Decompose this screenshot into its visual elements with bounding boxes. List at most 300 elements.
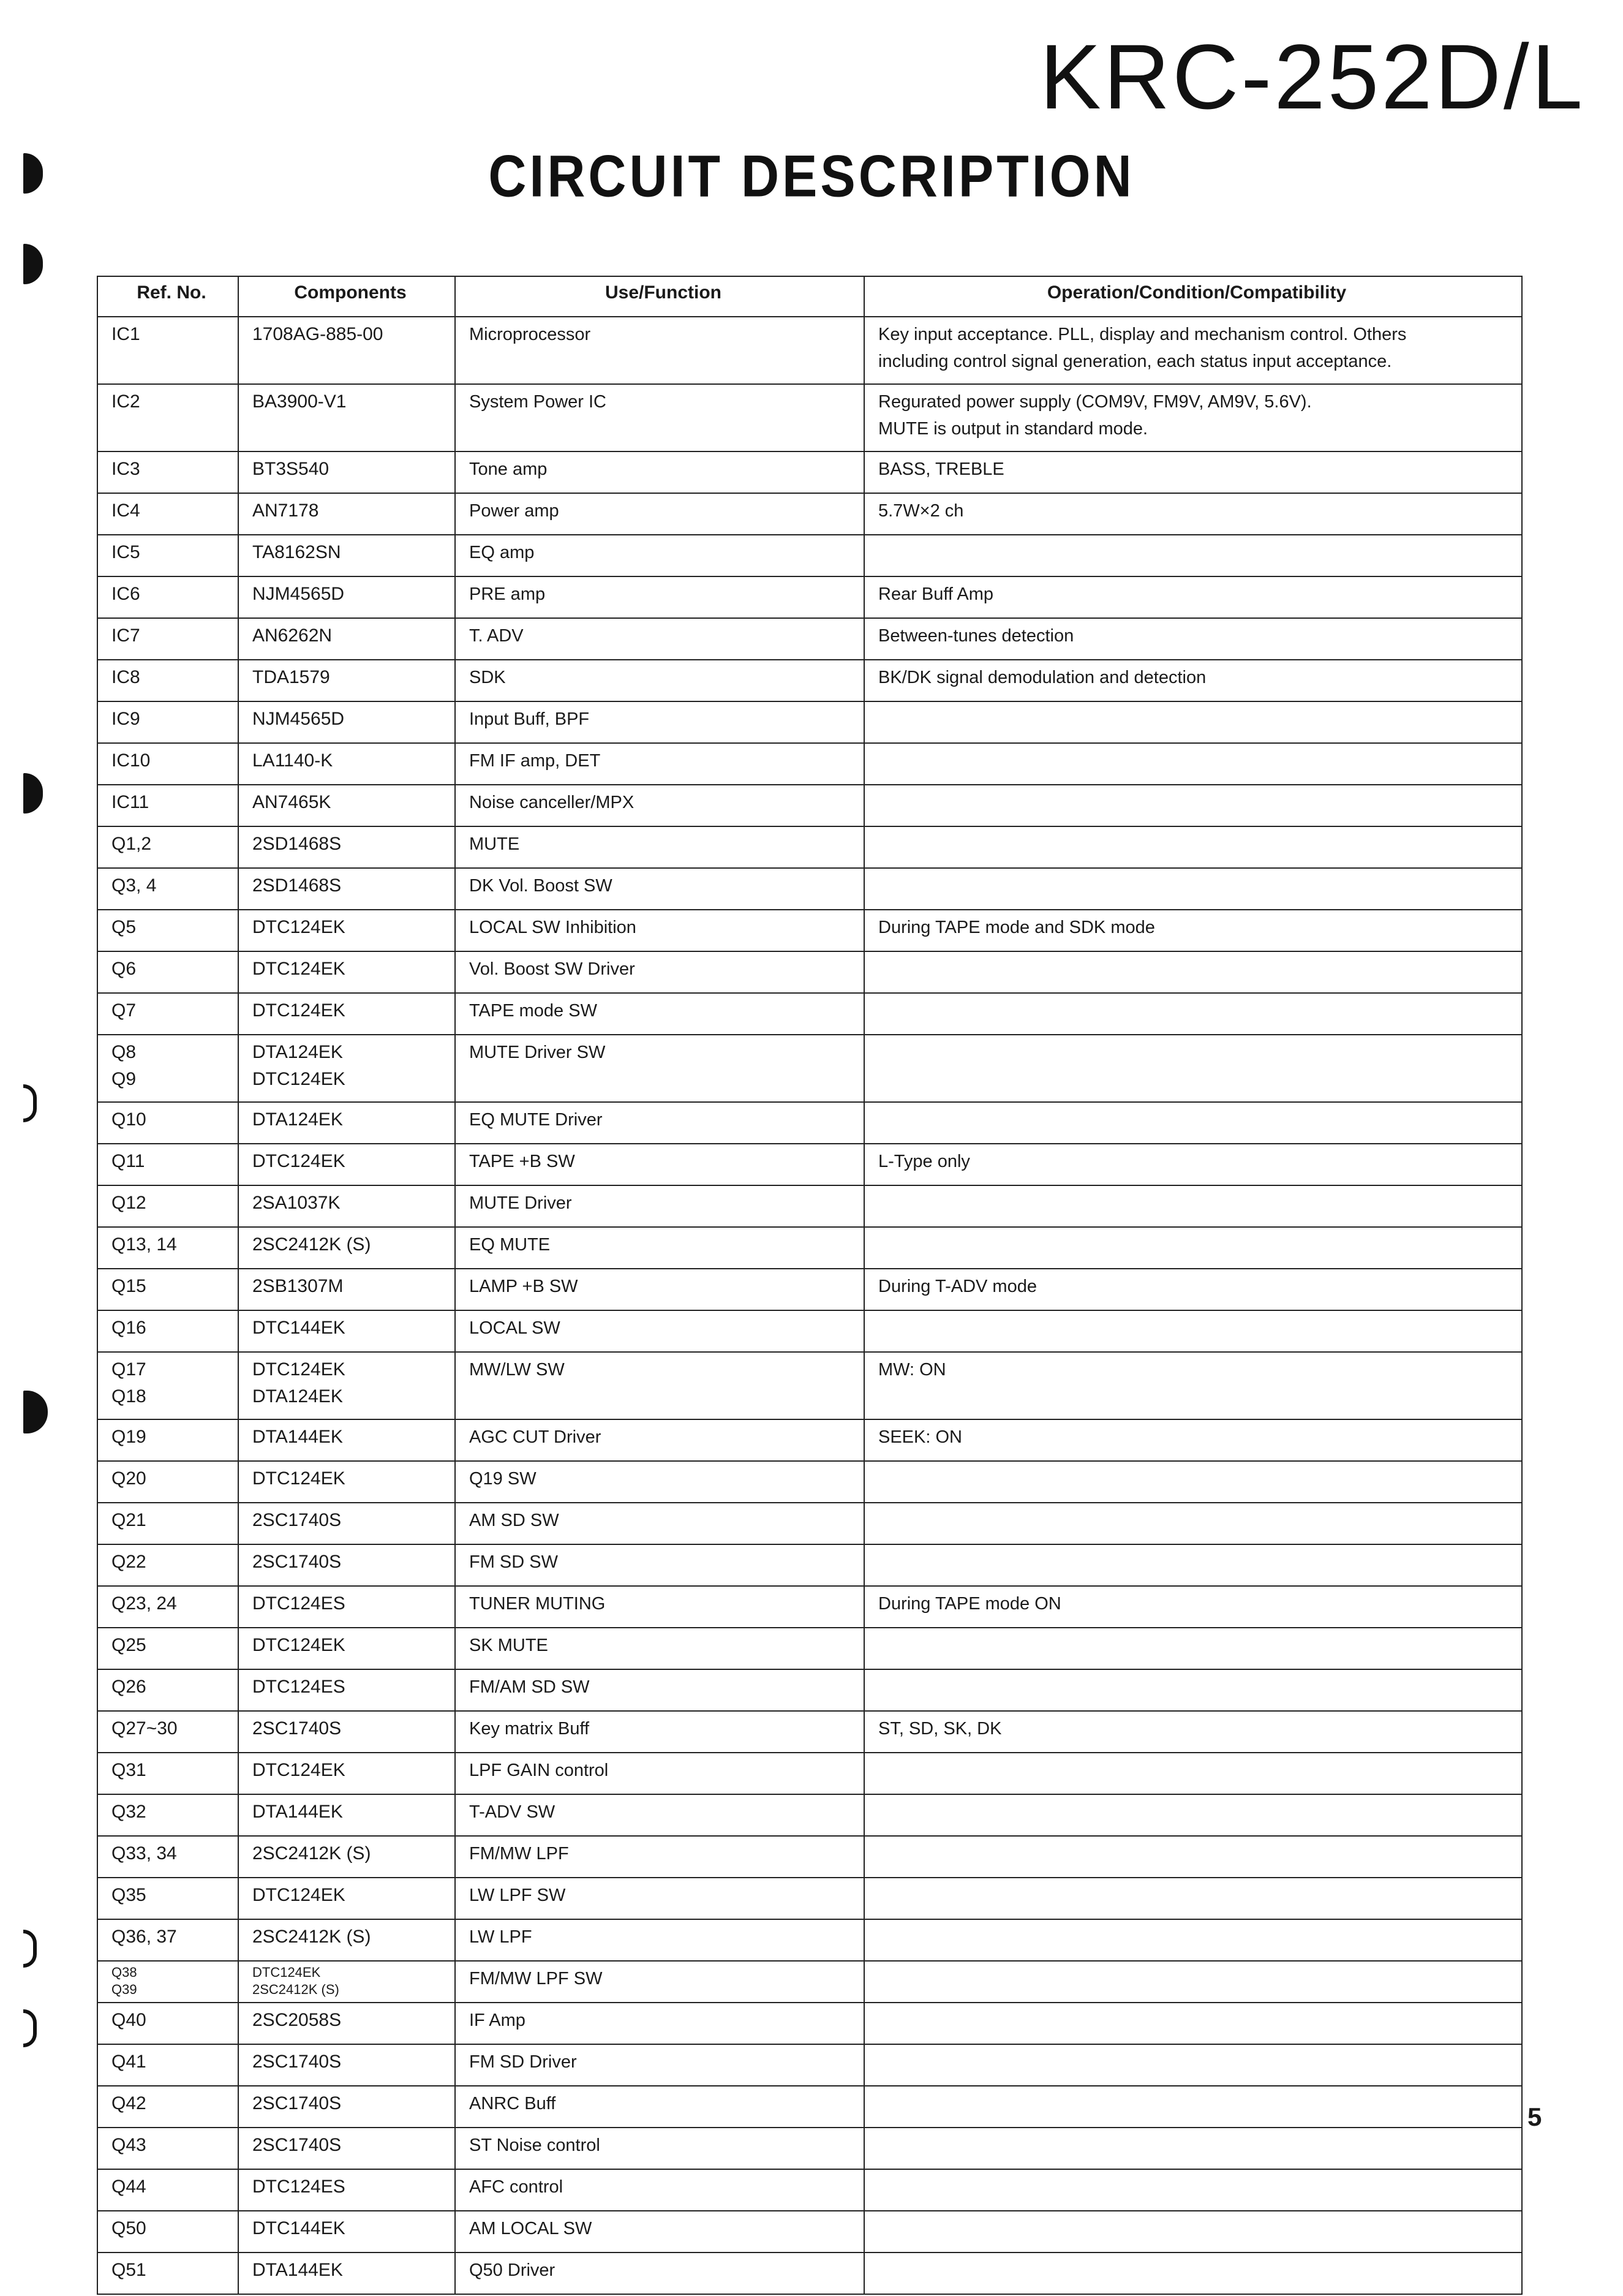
page-number: 5: [1527, 2102, 1542, 2131]
component-cell: [238, 993, 455, 1035]
ref-no-cell-line: Q40: [111, 2010, 146, 2030]
ref-no-cell: [97, 1185, 238, 1227]
table-row: [97, 826, 1522, 868]
table-row: [97, 2169, 1522, 2211]
table-row: [97, 1544, 1522, 1586]
use-function-cell: FM SD SW: [455, 1544, 864, 1586]
component-cell: [238, 868, 455, 910]
ref-no-cell: [97, 1753, 238, 1794]
component-cell-line: DTC124EK: [252, 917, 345, 937]
component-cell-line: 2SC1740S: [252, 1510, 342, 1530]
component-cell: [238, 1419, 455, 1461]
table-row: [97, 660, 1522, 701]
ref-no-cell-line: Q42: [111, 2093, 146, 2113]
ref-no-cell: [97, 1310, 238, 1352]
ref-no-cell: [97, 2253, 238, 2294]
table-row: [97, 1419, 1522, 1461]
ref-no-cell: [97, 1628, 238, 1669]
ref-no-cell-line: Q41: [111, 2052, 146, 2072]
operation-cell-line: MW: ON: [878, 1360, 946, 1380]
ref-no-cell: [97, 660, 238, 701]
ref-no-cell: [97, 1352, 238, 1419]
circuit-description-table: [97, 276, 1523, 2295]
ref-no-cell: [97, 535, 238, 576]
component-cell-line: DTC144EK: [252, 1318, 345, 1338]
ref-no-cell: [97, 1035, 238, 1102]
ref-no-cell: [97, 951, 238, 993]
ref-no-cell-line: IC8: [111, 667, 140, 687]
use-function-cell: FM/AM SD SW: [455, 1669, 864, 1711]
operation-cell: [864, 743, 1522, 785]
ref-no-cell: [97, 2211, 238, 2253]
ref-no-cell-line: Q17: [111, 1359, 146, 1380]
operation-cell-line: including control signal generation, each status input acceptance.: [878, 352, 1392, 371]
ref-no-cell-line: Q19: [111, 1427, 146, 1447]
ref-no-cell-line: Q8: [111, 1042, 137, 1062]
component-cell: [238, 451, 455, 493]
use-function-cell: TAPE +B SW: [455, 1144, 864, 1185]
component-cell: [238, 1586, 455, 1628]
ref-no-cell-line: Q38: [111, 1965, 137, 1980]
ref-no-cell: [97, 1669, 238, 1711]
operation-cell: [864, 2128, 1522, 2169]
table-row: [97, 785, 1522, 826]
operation-cell-line: BK/DK signal demodulation and detection: [878, 668, 1207, 687]
component-cell: [238, 910, 455, 951]
component-cell-line: 2SC2412K (S): [252, 1234, 371, 1255]
component-cell: [238, 2169, 455, 2211]
ref-no-cell-line: Q18: [111, 1386, 146, 1407]
table-row: [97, 1144, 1522, 1185]
operation-cell: [864, 1628, 1522, 1669]
operation-cell-line: L-Type only: [878, 1152, 970, 1171]
operation-cell: [864, 785, 1522, 826]
ref-no-cell-line: Q23, 24: [111, 1593, 177, 1614]
use-function-cell: SK MUTE: [455, 1628, 864, 1669]
ref-no-cell-line: IC11: [111, 792, 149, 812]
table-header-row: [97, 276, 1522, 317]
operation-cell: [864, 2211, 1522, 2253]
component-cell-line: 2SC1740S: [252, 1718, 342, 1739]
ref-no-cell: [97, 1961, 238, 2003]
operation-cell: [864, 1352, 1522, 1419]
component-cell-line: NJM4565D: [252, 709, 345, 729]
component-cell-line: DTC124EK: [252, 1468, 345, 1489]
table-row: [97, 951, 1522, 993]
ref-no-cell: [97, 1919, 238, 1961]
table-row: [97, 1836, 1522, 1878]
page-title: CIRCUIT DESCRIPTION: [488, 143, 1135, 210]
operation-cell-line: During T-ADV mode: [878, 1277, 1037, 1296]
operation-cell: [864, 1144, 1522, 1185]
component-cell: [238, 660, 455, 701]
operation-cell: [864, 1419, 1522, 1461]
ref-no-cell: [97, 576, 238, 618]
ref-no-cell: [97, 1836, 238, 1878]
component-cell-line: 2SC1740S: [252, 2093, 342, 2113]
component-cell: [238, 2128, 455, 2169]
header-ref-no: Ref. No.: [97, 276, 238, 317]
component-cell-line: 2SC1740S: [252, 2052, 342, 2072]
ref-no-cell-line: Q25: [111, 1635, 146, 1655]
binder-hole-mark: [23, 1084, 37, 1122]
ref-no-cell: [97, 1586, 238, 1628]
table-row: [97, 493, 1522, 535]
table-row: [97, 1185, 1522, 1227]
operation-cell: [864, 1794, 1522, 1836]
component-cell: [238, 701, 455, 743]
operation-cell: [864, 2044, 1522, 2086]
model-number: KRC-252D/L: [1039, 25, 1585, 128]
operation-cell: [864, 1711, 1522, 1753]
operation-cell: [864, 1753, 1522, 1794]
ref-no-cell-line: Q7: [111, 1000, 137, 1021]
component-cell-line: 1708AG-885-00: [252, 324, 383, 344]
table-row: [97, 317, 1522, 384]
use-function-cell: T-ADV SW: [455, 1794, 864, 1836]
ref-no-cell: [97, 1227, 238, 1269]
component-cell: [238, 1544, 455, 1586]
table-row: [97, 1794, 1522, 1836]
use-function-cell: LOCAL SW: [455, 1310, 864, 1352]
ref-no-cell: [97, 910, 238, 951]
component-cell-line: DTC124ES: [252, 1677, 345, 1697]
component-cell: [238, 951, 455, 993]
operation-cell-line: BASS, TREBLE: [878, 459, 1004, 479]
operation-cell: [864, 701, 1522, 743]
component-cell-line: TDA1579: [252, 667, 330, 687]
ref-no-cell: [97, 1102, 238, 1144]
table-row: [97, 1352, 1522, 1419]
table-row: [97, 868, 1522, 910]
component-cell-line: DTC124EK: [252, 1000, 345, 1021]
operation-cell: [864, 1185, 1522, 1227]
use-function-cell: MUTE Driver: [455, 1185, 864, 1227]
component-cell: [238, 1711, 455, 1753]
component-cell-line: 2SC1740S: [252, 1552, 342, 1572]
table-row: [97, 2128, 1522, 2169]
operation-cell-line: MUTE is output in standard mode.: [878, 419, 1148, 439]
operation-cell: [864, 1669, 1522, 1711]
ref-no-cell: [97, 317, 238, 384]
table-row: [97, 384, 1522, 451]
ref-no-cell: [97, 1419, 238, 1461]
component-cell-line: DTA144EK: [252, 1802, 343, 1822]
ref-no-cell: [97, 1544, 238, 1586]
component-cell: [238, 1227, 455, 1269]
ref-no-cell: [97, 1144, 238, 1185]
operation-cell: [864, 2003, 1522, 2044]
ref-no-cell: [97, 493, 238, 535]
table-row: [97, 1461, 1522, 1503]
ref-no-cell: [97, 618, 238, 660]
operation-cell: [864, 618, 1522, 660]
use-function-cell: System Power IC: [455, 384, 864, 451]
use-function-cell: LW LPF SW: [455, 1878, 864, 1919]
ref-no-cell: [97, 1461, 238, 1503]
ref-no-cell: [97, 1503, 238, 1544]
header-components: Components: [238, 276, 455, 317]
component-cell-line: 2SD1468S: [252, 834, 342, 854]
component-cell-line: DTC124EK: [252, 1151, 345, 1171]
use-function-cell: T. ADV: [455, 618, 864, 660]
component-cell: [238, 1753, 455, 1794]
component-cell-line: 2SC2412K (S): [252, 1843, 371, 1864]
ref-no-cell-line: Q6: [111, 959, 137, 979]
component-cell-line: NJM4565D: [252, 584, 345, 604]
table-row: [97, 910, 1522, 951]
component-cell: [238, 1961, 455, 2003]
ref-no-cell: [97, 2086, 238, 2128]
component-cell-line: DTA124EK: [252, 1109, 343, 1130]
use-function-cell: PRE amp: [455, 576, 864, 618]
component-cell: [238, 1628, 455, 1669]
operation-cell: [864, 1102, 1522, 1144]
table-row: [97, 535, 1522, 576]
use-function-cell: Microprocessor: [455, 317, 864, 384]
operation-cell: [864, 993, 1522, 1035]
table-row: [97, 1035, 1522, 1102]
use-function-cell: AFC control: [455, 2169, 864, 2211]
component-cell-line: DTC124EK: [252, 1359, 345, 1380]
operation-cell-line: 5.7W×2 ch: [878, 501, 964, 521]
ref-no-cell: [97, 2003, 238, 2044]
component-cell: [238, 1269, 455, 1310]
table-row: [97, 2003, 1522, 2044]
ref-no-cell: [97, 2128, 238, 2169]
use-function-cell: Input Buff, BPF: [455, 701, 864, 743]
component-cell-line: DTA144EK: [252, 1427, 343, 1447]
operation-cell: [864, 1586, 1522, 1628]
ref-no-cell-line: Q20: [111, 1468, 146, 1489]
ref-no-cell: [97, 993, 238, 1035]
ref-no-cell-line: Q13, 14: [111, 1234, 177, 1255]
table-row: [97, 451, 1522, 493]
operation-cell-line: During TAPE mode and SDK mode: [878, 918, 1155, 937]
table-row: [97, 1961, 1522, 2003]
component-cell-line: DTC124EK: [252, 959, 345, 979]
ref-no-cell-line: Q15: [111, 1276, 146, 1296]
use-function-cell: Q19 SW: [455, 1461, 864, 1503]
component-cell-line: 2SA1037K: [252, 1193, 341, 1213]
component-cell: [238, 785, 455, 826]
component-cell-line: 2SC2412K (S): [252, 1927, 371, 1947]
table-row: [97, 1919, 1522, 1961]
component-cell-line: DTC124ES: [252, 1593, 345, 1614]
component-cell: [238, 1144, 455, 1185]
operation-cell-line: ST, SD, SK, DK: [878, 1719, 1002, 1739]
table-row: [97, 701, 1522, 743]
use-function-cell: MUTE: [455, 826, 864, 868]
header-operation: Operation/Condition/Compatibility: [864, 276, 1522, 317]
ref-no-cell: [97, 1878, 238, 1919]
table-row: [97, 1503, 1522, 1544]
operation-cell: [864, 1035, 1522, 1102]
ref-no-cell: [97, 743, 238, 785]
ref-no-cell-line: Q21: [111, 1510, 146, 1530]
ref-no-cell-line: IC1: [111, 324, 140, 344]
table-row: [97, 1753, 1522, 1794]
ref-no-cell: [97, 2044, 238, 2086]
binder-hole-mark: [23, 2009, 37, 2047]
table-row: [97, 2253, 1522, 2294]
operation-cell: [864, 493, 1522, 535]
component-cell: [238, 535, 455, 576]
operation-cell: [864, 451, 1522, 493]
table-row: [97, 1586, 1522, 1628]
component-cell: [238, 618, 455, 660]
operation-cell-line: SEEK: ON: [878, 1427, 962, 1447]
table-row: [97, 2044, 1522, 2086]
component-cell-line: 2SC2058S: [252, 2010, 342, 2030]
use-function-cell: SDK: [455, 660, 864, 701]
component-cell-line: AN7465K: [252, 792, 331, 812]
component-cell-line: DTC124EK: [252, 1069, 345, 1089]
ref-no-cell-line: IC3: [111, 459, 140, 479]
ref-no-cell: [97, 1711, 238, 1753]
ref-no-cell-line: Q11: [111, 1151, 145, 1171]
ref-no-cell-line: IC10: [111, 750, 151, 771]
operation-cell-line: Regurated power supply (COM9V, FM9V, AM9V, 5.6V).: [878, 392, 1312, 412]
component-cell: [238, 2086, 455, 2128]
operation-cell: [864, 1544, 1522, 1586]
ref-no-cell-line: Q27~30: [111, 1718, 178, 1739]
use-function-cell: EQ MUTE: [455, 1227, 864, 1269]
component-cell-line: DTC124EK: [252, 1760, 345, 1780]
ref-no-cell: [97, 384, 238, 451]
component-cell: [238, 1461, 455, 1503]
component-cell: [238, 1352, 455, 1419]
use-function-cell: AM SD SW: [455, 1503, 864, 1544]
component-cell-line: LA1140-K: [252, 750, 333, 771]
operation-cell: [864, 910, 1522, 951]
component-cell-line: DTC124ES: [252, 2177, 345, 2197]
component-cell: [238, 1185, 455, 1227]
component-cell: [238, 2211, 455, 2253]
ref-no-cell-line: Q22: [111, 1552, 146, 1572]
component-cell: [238, 1919, 455, 1961]
ref-no-cell-line: Q3, 4: [111, 875, 157, 896]
use-function-cell: Vol. Boost SW Driver: [455, 951, 864, 993]
component-cell: [238, 1035, 455, 1102]
operation-cell: [864, 1461, 1522, 1503]
use-function-cell: FM IF amp, DET: [455, 743, 864, 785]
component-cell-line: DTC144EK: [252, 2218, 345, 2238]
ref-no-cell-line: Q43: [111, 2135, 146, 2155]
component-cell-line: 2SC2412K (S): [252, 1982, 339, 1997]
ref-no-cell-line: Q9: [111, 1069, 137, 1089]
component-cell: [238, 1310, 455, 1352]
ref-no-cell-line: Q32: [111, 1802, 146, 1822]
table-row: [97, 1102, 1522, 1144]
operation-cell: [864, 1878, 1522, 1919]
header-use-function: Use/Function: [455, 276, 864, 317]
component-cell: [238, 1102, 455, 1144]
ref-no-cell-line: IC9: [111, 709, 140, 729]
component-cell-line: BA3900-V1: [252, 391, 347, 412]
ref-no-cell-line: Q51: [111, 2260, 146, 2280]
ref-no-cell: [97, 785, 238, 826]
ref-no-cell-line: Q1,2: [111, 834, 152, 854]
table-row: [97, 1310, 1522, 1352]
component-cell: [238, 2044, 455, 2086]
use-function-cell: MW/LW SW: [455, 1352, 864, 1419]
component-cell-line: DTA124EK: [252, 1042, 343, 1062]
ref-no-cell-line: Q50: [111, 2218, 146, 2238]
component-cell-line: DTA124EK: [252, 1386, 343, 1407]
operation-cell-line: Rear Buff Amp: [878, 584, 994, 604]
ref-no-cell-line: Q26: [111, 1677, 146, 1697]
component-cell-line: 2SC1740S: [252, 2135, 342, 2155]
table-row: [97, 993, 1522, 1035]
component-cell-line: DTC124EK: [252, 1635, 345, 1655]
operation-cell: [864, 826, 1522, 868]
ref-no-cell-line: Q5: [111, 917, 137, 937]
ref-no-cell-line: IC4: [111, 500, 140, 521]
table-row: [97, 1711, 1522, 1753]
operation-cell: [864, 1310, 1522, 1352]
operation-cell: [864, 1269, 1522, 1310]
component-cell: [238, 1503, 455, 1544]
use-function-cell: FM/MW LPF: [455, 1836, 864, 1878]
ref-no-cell-line: Q16: [111, 1318, 146, 1338]
use-function-cell: Noise canceller/MPX: [455, 785, 864, 826]
table-row: [97, 1269, 1522, 1310]
component-cell: [238, 1794, 455, 1836]
ref-no-cell-line: Q39: [111, 1982, 137, 1997]
ref-no-cell-line: Q31: [111, 1760, 146, 1780]
ref-no-cell: [97, 826, 238, 868]
operation-cell: [864, 576, 1522, 618]
use-function-cell: TUNER MUTING: [455, 1586, 864, 1628]
use-function-cell: Power amp: [455, 493, 864, 535]
table-row: [97, 1878, 1522, 1919]
component-cell: [238, 2253, 455, 2294]
table-row: [97, 1669, 1522, 1711]
use-function-cell: EQ amp: [455, 535, 864, 576]
operation-cell: [864, 2086, 1522, 2128]
use-function-cell: FM SD Driver: [455, 2044, 864, 2086]
operation-cell: [864, 2169, 1522, 2211]
component-cell-line: BT3S540: [252, 459, 329, 479]
use-function-cell: LAMP +B SW: [455, 1269, 864, 1310]
use-function-cell: IF Amp: [455, 2003, 864, 2044]
component-cell: [238, 1878, 455, 1919]
component-cell-line: DTC124EK: [252, 1885, 345, 1905]
operation-cell: [864, 868, 1522, 910]
component-cell: [238, 1669, 455, 1711]
table-row: [97, 618, 1522, 660]
operation-cell: [864, 1227, 1522, 1269]
table-row: [97, 1227, 1522, 1269]
component-cell: [238, 493, 455, 535]
ref-no-cell-line: IC2: [111, 391, 140, 412]
ref-no-cell-line: Q12: [111, 1193, 146, 1213]
operation-cell-line: Between-tunes detection: [878, 626, 1074, 646]
use-function-cell: Q50 Driver: [455, 2253, 864, 2294]
operation-cell: [864, 1919, 1522, 1961]
operation-cell: [864, 660, 1522, 701]
table-body: [97, 317, 1522, 2294]
operation-cell: [864, 1836, 1522, 1878]
operation-cell-line: Key input acceptance. PLL, display and mechanism control. Others: [878, 325, 1407, 344]
component-cell: [238, 826, 455, 868]
use-function-cell: Key matrix Buff: [455, 1711, 864, 1753]
component-cell-line: 2SB1307M: [252, 1276, 344, 1296]
table-row: [97, 743, 1522, 785]
use-function-cell: ANRC Buff: [455, 2086, 864, 2128]
operation-cell: [864, 384, 1522, 451]
